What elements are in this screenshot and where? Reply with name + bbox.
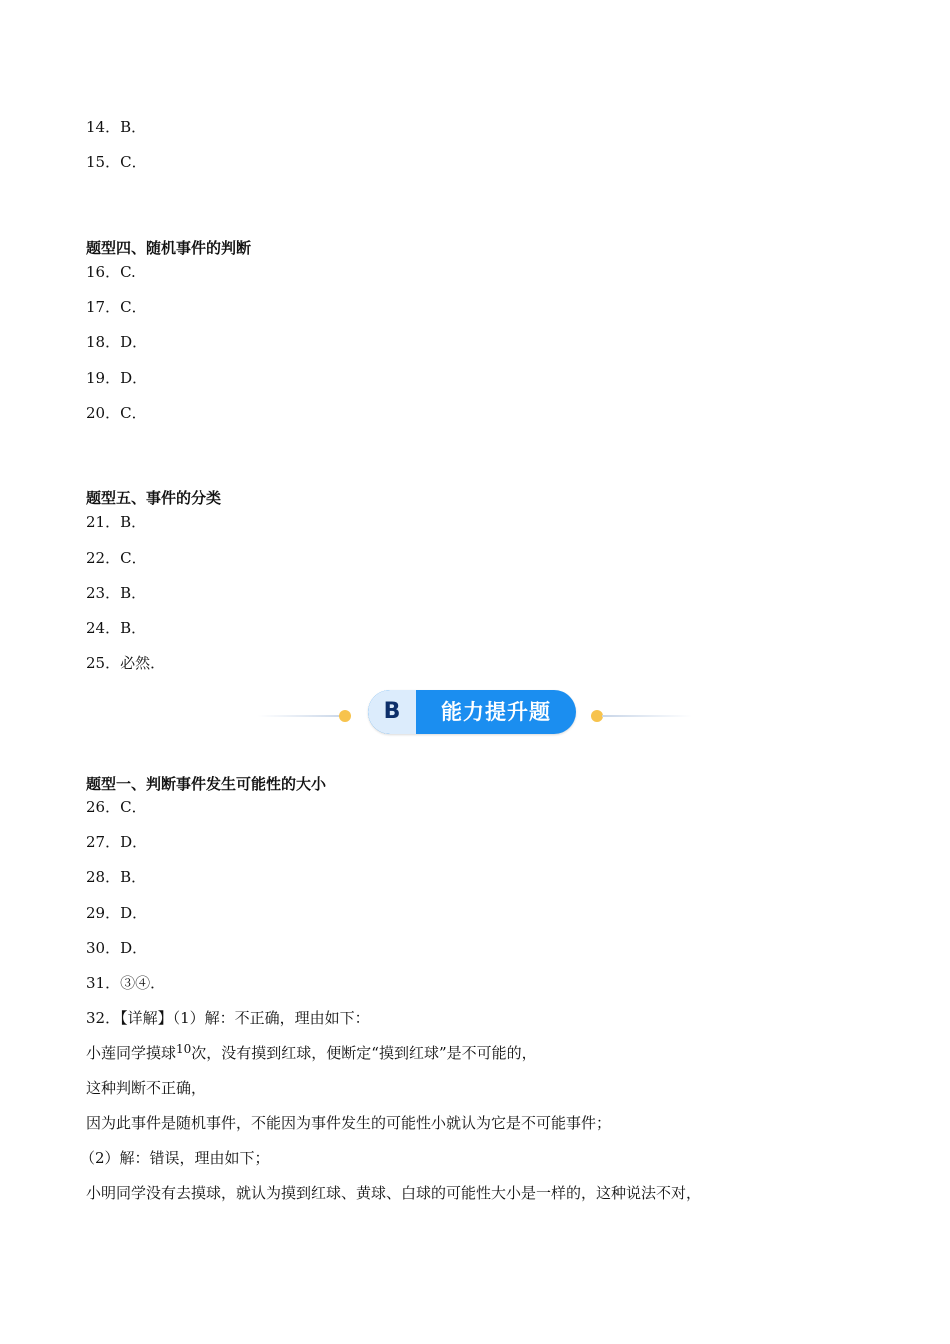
q32-line-2-post: 次，没有摸到红球，便断定“摸到红球”是不可能的，	[191, 1044, 537, 1062]
answer-27: 27．D．	[86, 833, 148, 851]
q32-count: 10	[176, 1042, 192, 1056]
answer-25: 25．必然．	[86, 654, 166, 672]
banner-pill	[368, 690, 576, 734]
banner-dot-left	[339, 710, 351, 722]
answer-30: 30．D．	[86, 939, 148, 957]
q32-line-6: 小明同学没有去摸球，就认为摸到红球、黄球、白球的可能性大小是一样的，这种说法不对，	[86, 1184, 702, 1202]
answer-19: 19．D．	[86, 369, 148, 387]
answer-17: 17．C．	[86, 298, 147, 316]
q32-line-2-pre: 小莲同学摸球	[86, 1044, 177, 1062]
answer-26: 26．C．	[86, 798, 147, 816]
answer-29: 29．D．	[86, 904, 148, 922]
answer-22: 22．C．	[86, 549, 147, 567]
section-heading-5: 题型五、事件的分类	[86, 489, 222, 507]
banner-rule-left	[258, 715, 344, 717]
section-heading-b1: 题型一、判断事件发生可能性的大小	[86, 775, 327, 793]
answer-15: 15．C．	[86, 153, 147, 171]
q32-line-5: （2）解：错误，理由如下；	[80, 1149, 270, 1167]
answer-21: 21．B．	[86, 513, 147, 531]
answer-28: 28．B．	[86, 868, 147, 886]
q32-line-1: 32．【详解】（1）解：不正确，理由如下：	[86, 1009, 370, 1027]
answer-31: 31．③④．	[86, 974, 166, 992]
answer-16: 16．C.	[86, 263, 136, 281]
section-banner	[250, 688, 700, 738]
banner-rule-right	[602, 715, 692, 717]
answer-23: 23．B．	[86, 584, 147, 602]
answer-18: 18．D．	[86, 333, 148, 351]
banner-label: 能力提升题	[441, 700, 551, 724]
q32-line-4: 因为此事件是随机事件，不能因为事件发生的可能性小就认为它是不可能事件；	[86, 1114, 612, 1132]
answer-14: 14．B．	[86, 118, 147, 136]
q32-line-2	[86, 1043, 537, 1064]
banner-letter: B	[368, 690, 416, 734]
answer-24: 24．B．	[86, 619, 147, 637]
q32-line-3: 这种判断不正确，	[86, 1079, 207, 1097]
section-heading-4: 题型四、随机事件的判断	[86, 239, 252, 257]
answer-20: 20．C．	[86, 404, 147, 422]
